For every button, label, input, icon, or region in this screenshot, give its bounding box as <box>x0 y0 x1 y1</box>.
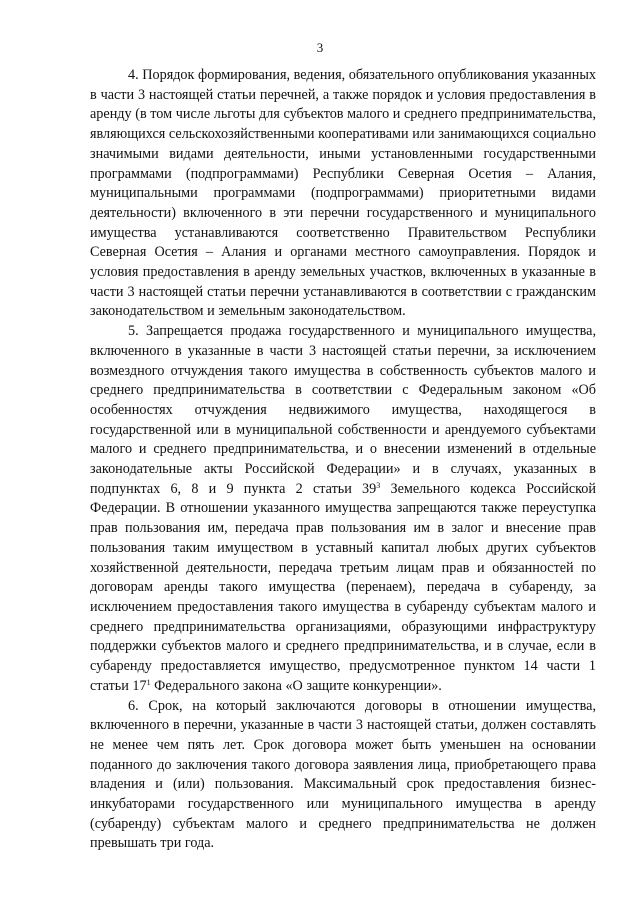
paragraph-5-text-part-3: Федерального закона «О защите конкуренции». <box>150 677 442 694</box>
paragraph-5 <box>90 322 596 696</box>
superscript-article-17: 1 <box>146 677 151 687</box>
paragraph-4: 4. Порядок формирования, ведения, обязательного опубликования указанных в части 3 настоящей статьи перечней, а также порядок и условия предоставления в аренду (в том числе льготы для субъектов малого и среднего предпринимательства, являющихся сельскохозяйственными кооперативами или занимающихся социально значимыми видами деятельности, иными установленными государственными программами (подпрограммами) Республики Северная Осетия – Алания, муниципальными программами (подпрограммами) приоритетными видами деятельности) включенного в эти перечни государственного и муниципального имущества устанавливаются соответственно Правительством Республики Северная Осетия – Алания и органами местного самоуправления. Порядок и условия предоставления в аренду земельных участков, включенных в указанные в части 3 настоящей статьи перечни устанавливаются в соответствии с гражданским законодательством и земельным законодательством. <box>90 67 596 320</box>
paragraph-5-text-part-1: 5. Запрещается продажа государственного и муниципального имущества, включенного в указанные в части 3 настоящей статьи перечни, за исключением возмездного отчуждения такого имущества в собственность субъектов малого и среднего предпринимательства в соответствии с Федеральным законом «Об особенностях отчуждения недвижимого имущества, находящегося в государственной или в муниципальной собственности и арендуемого субъектами малого и среднего предпринимательства, и о внесении изменений в отдельные законодательные акты Российской Федерации» и в случаях, указанных в подпунктах 6, 8 и 9 пункта 2 статьи 39 <box>90 323 596 497</box>
paragraph-6: 6. Срок, на который заключаются договоры в отношении имущества, включенного в перечни, указанные в части 3 настоящей статьи, должен составлять не менее чем пять лет. Срок договора может быть уменьшен на основании поданного до заключения такого договора заявления лица, приобретающего права владения и (или) пользования. Максимальный срок предоставления бизнес-инкубаторами государственного или муниципального имущества в аренду (субаренду) субъектам малого и среднего предпринимательства не должен превышать три года. <box>90 697 596 852</box>
superscript-article-39: 3 <box>376 480 381 490</box>
paragraph-5-text-part-2: Земельного кодекса Российской Федерации. В отношении указанного имущества запрещаются также переуступка прав пользования им, передача прав пользования им в залог и внесение прав пользования таким имуществом в уставный капитал любых других субъектов хозяйственной деятельности, передача третьим лицам прав и обязанностей по договорам аренды такого имущества (перенаем), передача в субаренду, за исключением предоставления такого имущества в субаренду субъектам малого и среднего предпринимательства организациями, образующими инфраструктуру поддержки субъектов малого и среднего предпринимательства, и в случае, если в субаренду предоставляется имущество, предусмотренное пунктом 14 части 1 статьи 17 <box>90 480 596 694</box>
page-number: 3 <box>316 40 324 55</box>
document-body <box>90 66 596 854</box>
